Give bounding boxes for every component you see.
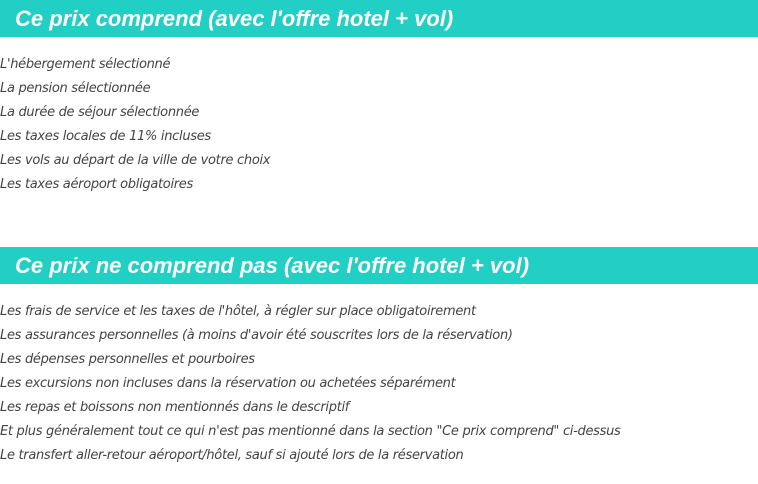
list-item: Les repas et boissons non mentionnés dans le descriptif [0,400,350,415]
price-includes-title: Ce prix comprend (avec l'offre hotel + vol) [0,0,758,37]
price-includes-list [0,53,758,197]
list-item: Les vols au départ de la ville de votre choix [0,153,271,168]
list-item: Les dépenses personnelles et pourboires [0,352,255,367]
list-item: Les frais de service et les taxes de l'hôtel, à régler sur place obligatoirement [0,304,476,319]
price-includes-section [0,0,758,197]
list-item: Et plus généralement tout ce qui n'est pas mentionné dans la section "Ce prix comprend" ci-dessus [0,424,621,439]
list-item: La durée de séjour sélectionnée [0,105,200,120]
list-item: Les taxes locales de 11% incluses [0,129,211,144]
price-excludes-title: Ce prix ne comprend pas (avec l'offre hotel + vol) [0,247,758,284]
list-item: L'hébergement sélectionné [0,57,171,72]
price-excludes-section [0,247,758,468]
list-item: La pension sélectionnée [0,81,151,96]
price-excludes-list [0,300,758,468]
list-item: Le transfert aller-retour aéroport/hôtel, sauf si ajouté lors de la réservation [0,448,464,463]
list-item: Les excursions non incluses dans la réservation ou achetées séparément [0,376,456,391]
list-item: Les taxes aéroport obligatoires [0,177,193,192]
list-item: Les assurances personnelles (à moins d'avoir été souscrites lors de la réservation) [0,328,513,343]
